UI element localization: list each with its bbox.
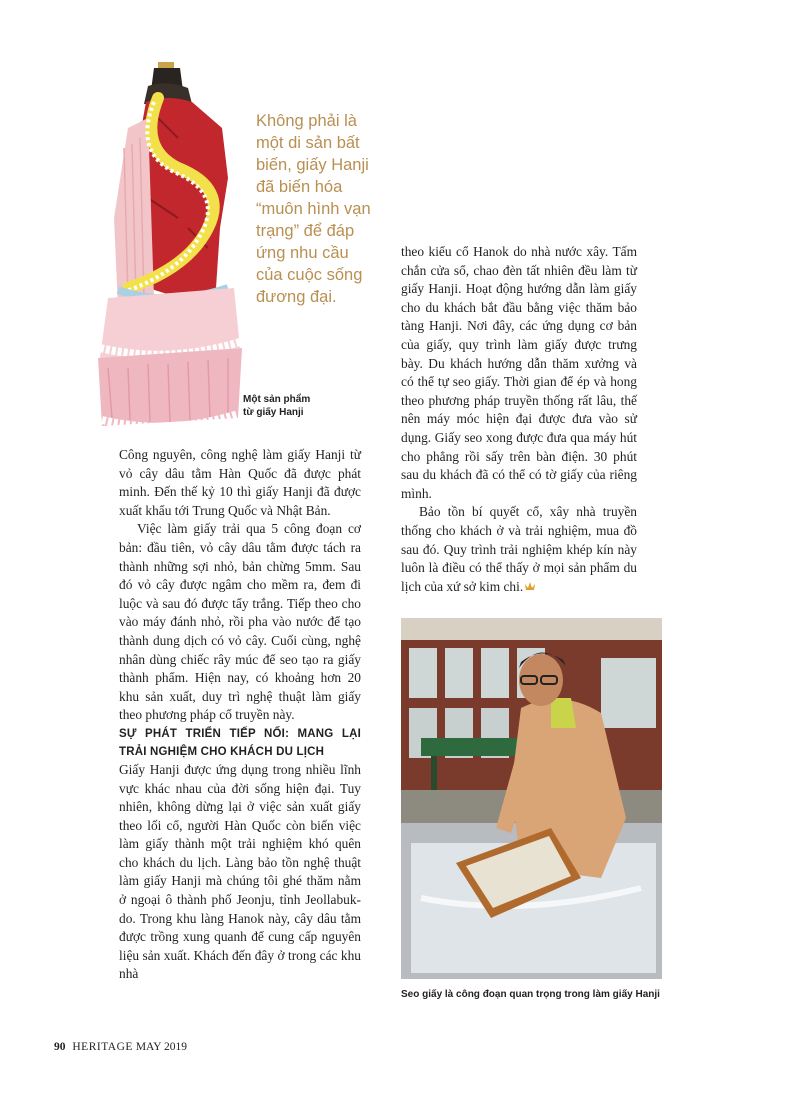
page-footer xyxy=(54,1041,187,1053)
magazine-name: HERITAGE xyxy=(72,1041,133,1053)
page-number: 90 xyxy=(54,1041,66,1053)
pull-quote: Không phải là một di sản bất biến, giấy Hanji đã biến hóa “muôn hình vạn trạng” để đáp ứng nhu cầu của cuộc sống đương đại. xyxy=(256,112,371,306)
paragraph: Việc làm giấy trải qua 5 công đoạn cơ bản: đầu tiên, vỏ cây dâu tằm được tách ra thành những sợi nhỏ, bản chừng 5mm. Sau đó vỏ cây được ngâm cho mềm ra, đem đi luộc và sau đó được tẩy trắng. Tiếp theo cho vào máy đánh nhỏ, rồi pha vào nước để tạo thành dung dịch có vỏ cây. Cuối cùng, nghệ nhân dùng chiếc rây múc để seo tạo ra giấy thành phẩm. Hiện nay, có khoảng hơn 20 khu sản xuất, duy trì nghệ thuật làm giấy theo phương pháp cổ truyền này. xyxy=(119,521,361,723)
paragraph: theo kiểu cổ Hanok do nhà nước xây. Tấm chắn cửa sổ, chao đèn tất nhiên đều làm từ giấy Hanji. Hoạt động hướng dẫn làm giấy cho du khách bắt đầu bằng việc thăm bảo tàng Hanji. Nơi đây, các ứng dụng cơ bản của giấy, quy trình làm giấy được trưng bày. Du khách hướng dẫn thăm xưởng và có thể tự seo giấy. Thời gian để ép và hong theo phương pháp truyền thống rất lâu, thế nên máy móc hiện đại được đưa vào sử dụng. Giấy seo xong được đưa qua máy hút cho phẳng rồi sấy trên bàn điện. 30 phút sau du khách đã có thể có tờ giấy của riêng mình. xyxy=(401,244,637,501)
paragraph-final xyxy=(401,503,637,596)
issue-date: MAY 2019 xyxy=(135,1041,188,1053)
dress-caption-line2: từ giấy Hanji xyxy=(243,407,304,418)
dress-caption xyxy=(243,393,323,419)
right-column xyxy=(401,243,637,596)
section-heading: SỰ PHÁT TRIỂN TIẾP NỐI: MANG LẠI TRẢI NGHIỆM CHO KHÁCH DU LỊCH xyxy=(119,727,361,758)
photo-caption: Seo giấy là công đoạn quan trọng trong làm giấy Hanji xyxy=(401,989,660,1000)
paragraph: Công nguyên, công nghệ làm giấy Hanji từ vỏ cây dâu tằm Hàn Quốc đã được phát minh. Đến thế kỷ 10 thì giấy Hanji đã được xuất khẩu tới Trung Quốc và Nhật Bản. xyxy=(119,447,361,518)
dress-caption-line1: Một sản phẩm xyxy=(243,394,311,405)
paragraph-text: Bảo tồn bí quyết cổ, xây nhà truyền thống cho khách ở và trải nghiệm, mua đồ sau đó. Quy trình trải nghiệm khép kín này luôn là điều có thể thấy ở mọi sản phẩm du lịch của xứ sở kim chi. xyxy=(401,504,637,594)
hanji-dress-photo xyxy=(88,58,248,438)
papermaking-photo xyxy=(401,618,662,979)
left-column xyxy=(119,446,361,984)
paragraph: Giấy Hanji được ứng dụng trong nhiều lĩnh vực khác nhau của đời sống hiện đại. Tuy nhiên, không dừng lại ở việc sản xuất giấy theo lối cổ, người Hàn Quốc còn biến việc làm giấy thành một trải nghiệm khó quên cho khách du lịch. Làng bảo tồn nghệ thuật làm giấy Hanji mà chúng tôi ghé thăm nằm ở ngoại ô thành phố Jeonju, tỉnh Jeollabuk-do. Trong khu làng Hanok này, cây dâu tằm được trồng xung quanh để cung cấp nguyên liệu sản xuất. Khách đến đây ở trong các khu nhà xyxy=(119,761,361,982)
lotus-end-mark-icon xyxy=(523,582,537,591)
